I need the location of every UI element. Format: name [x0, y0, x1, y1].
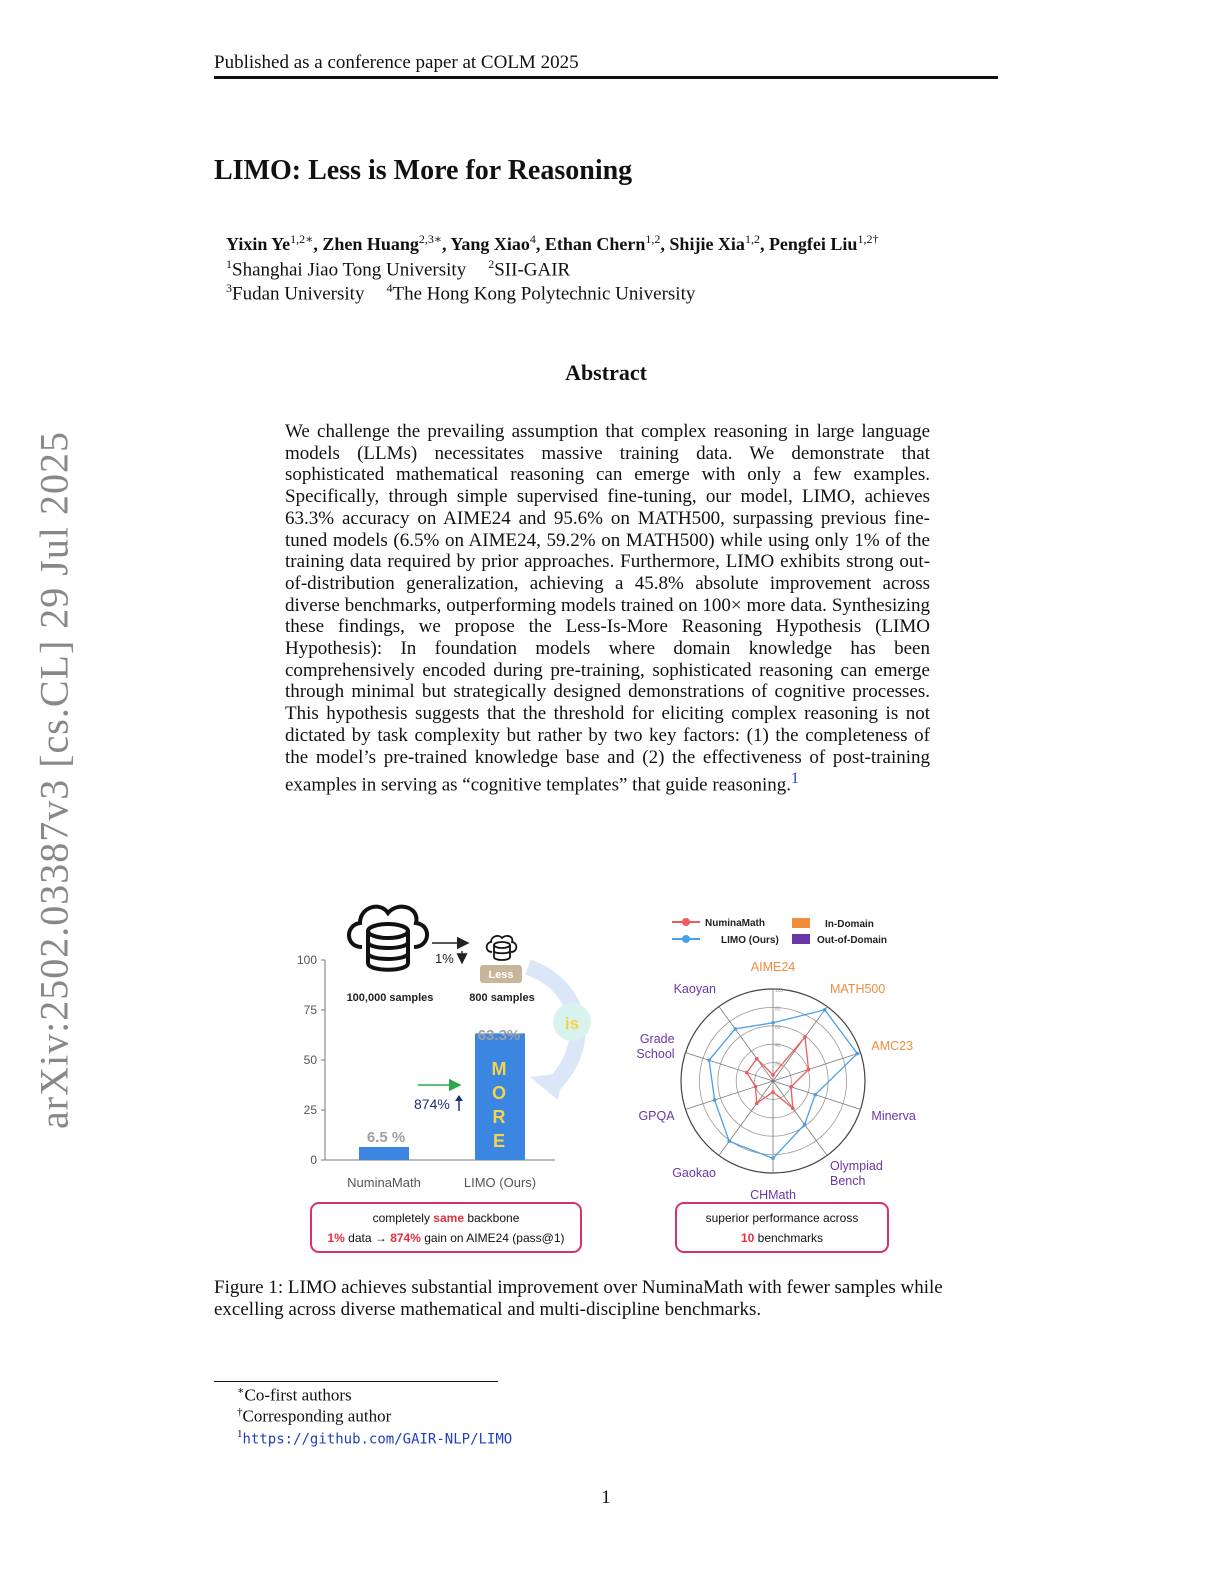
radar-point [733, 1027, 737, 1031]
radar-point [789, 1085, 793, 1089]
radar-axis-label: AMC23 [871, 1038, 914, 1053]
radar-spoke [773, 1081, 827, 1155]
legend-in-domain-swatch [792, 918, 810, 928]
bar-category-label: NuminaMath [347, 1175, 421, 1190]
legend-out-domain-swatch [792, 934, 810, 944]
left-callout-line2: 1% data → 874% gain on AIME24 (pass@1) [327, 1231, 565, 1245]
radar-axis-label: Gaokao [672, 1166, 716, 1181]
radar-point [707, 1058, 711, 1062]
page-number: 1 [601, 1487, 611, 1508]
small-samples-label: 800 samples [469, 992, 535, 1004]
cofirst-mark: ∗ [433, 232, 443, 246]
radar-point [807, 1068, 811, 1072]
right-callout-line2: 10 benchmarks [740, 1231, 824, 1245]
radar-spoke [719, 1081, 773, 1155]
radar-point [813, 1093, 817, 1097]
less-label: Less [488, 969, 514, 981]
radar-spoke [719, 1007, 773, 1081]
y-tick-label: 0 [310, 1153, 317, 1167]
radar-spoke [686, 1053, 773, 1081]
affiliation-polyu: The Hong Kong Polytechnic University [392, 283, 696, 305]
paper-title: LIMO: Less is More for Reasoning [214, 155, 633, 186]
bar-category-label: LIMO (Ours) [463, 1175, 537, 1190]
gain-label: 874% [414, 1096, 450, 1112]
affiliation-line-1: $^1$Shanghai Jiao Tong University $^2$SII-GAIR [226, 257, 571, 281]
radar-ring-label: 100 [775, 988, 784, 994]
up-arrow-head [455, 1095, 463, 1101]
big-samples-label: 100,000 samples [346, 992, 434, 1004]
abstract-body [285, 421, 930, 796]
bar-chart [297, 907, 591, 1252]
radar-point [713, 1098, 717, 1102]
author-name: Zhen Huang [322, 234, 419, 254]
bar [359, 1147, 409, 1160]
radar-point [771, 1090, 775, 1094]
radar-spoke [686, 1081, 773, 1109]
radar-axis-label: Olympiad Bench [830, 1159, 883, 1189]
radar-spoke [773, 1053, 860, 1081]
radar-point [803, 1035, 807, 1039]
figure-caption: Figure 1: LIMO achieves substantial improvement over NuminaMath with fewer samples while excelling across diverse mathematical and multi-discipline benchmarks. [214, 1277, 943, 1320]
radar-point [771, 1073, 775, 1077]
radar-point [727, 1139, 731, 1143]
radar-axis-label: Grade School [636, 1031, 675, 1061]
author-name: Yang Xiao [450, 234, 530, 254]
radar-axis-label: GPQA [638, 1109, 675, 1124]
radar-point [771, 1021, 775, 1025]
abstract-text: We challenge the prevailing assumption that complex reasoning in large language models (LLMs) necessitates massive training data. We demonstrate that sophisticated mathematical reasoning can emerge with only a few examples. Specifically, through simple supervised fine-tuning, our model, LIMO, achieves 63.3% accuracy on AIME24 and 95.6% on MATH500, surpassing previous fine-tuned models (6.5% on AIME24, 59.2% on MATH500) while using only 1% of the training data required by prior approaches. Furthermore, LIMO exhibits strong out-of-distribution generalization, achieving a 45.8% absolute improvement across diverse benchmarks, outperforming models trained on 100× more data. Synthesizing these findings, we propose the Less-Is-More Reasoning Hypothesis (LIMO Hypothesis): In foundation models where domain knowledge has been comprehensively encoded during pre-training, sophisticated reasoning can emerge through minimal but strategically designed demonstrations of cognitive processes. This hypothesis suggests that the threshold for eliciting complex reasoning is not dictated by task complexity but rather by two key factors: (1) the completeness of the model’s pre-trained knowledge base and (2) the effectiveness of post-training examples in serving as “cognitive templates” that guide reasoning. [285, 421, 930, 796]
author-affil-sup: 1,2 [290, 232, 306, 246]
curved-arrow-head [530, 1073, 563, 1100]
affiliation-sii-gair: SII-GAIR [494, 259, 571, 281]
affiliation-line-2: $^3$Fudan University $^4$The Hong Kong Polytechnic University [226, 281, 696, 305]
arxiv-stamp: arXiv:2502.03387v3 [cs.CL] 29 Jul 2025 [31, 431, 77, 1129]
legend-out-domain-label: Out-of-Domain [817, 935, 887, 946]
radar-chart [636, 918, 916, 1252]
affiliation-sjtu: Shanghai Jiao Tong University [232, 259, 467, 281]
bar-value-label: 63.3% [477, 1027, 521, 1044]
radar-point [791, 1107, 795, 1111]
more-letter: E [492, 1131, 506, 1151]
large-database-icon [349, 907, 427, 970]
left-callout-line1: completely same backbone [372, 1211, 520, 1225]
radar-ring-label: 20 [775, 1061, 781, 1068]
radar-axis-label: CHMath [750, 1188, 796, 1202]
author-name: Pengfei Liu [768, 234, 858, 254]
radar-axis-label: Minerva [871, 1109, 916, 1124]
author-affil-sup: 1,2 [744, 232, 760, 246]
ratio-label: 1% [435, 951, 454, 966]
y-tick-label: 100 [296, 953, 317, 967]
running-head: Published as a conference paper at COLM 2025 [214, 52, 579, 73]
radar-point [754, 1085, 758, 1089]
github-link[interactable]: https://github.com/GAIR-NLP/LIMO [242, 1431, 513, 1448]
author-name: Yixin Ye [226, 234, 291, 254]
author-affil-sup: 4 [529, 232, 536, 246]
is-label: is [564, 1014, 580, 1033]
legend-numina-label: NuminaMath [705, 918, 765, 929]
legend-limo-marker [682, 935, 690, 943]
legend-in-domain-label: In-Domain [825, 919, 874, 930]
right-callout-line1: superior performance across [705, 1211, 859, 1225]
small-database-icon [487, 936, 517, 960]
radar-point [745, 1071, 749, 1075]
legend-numina-marker [682, 918, 690, 926]
author-name: Shijie Xia [669, 234, 745, 254]
y-tick-label: 50 [303, 1053, 317, 1067]
author-name: Ethan Chern [544, 234, 646, 254]
footnote-rule [214, 1381, 498, 1382]
radar-point [755, 1102, 759, 1106]
author-list: Yixin $Ye^{1,2∗}$, Zhen Huang$^{2,3∗}$, Yang Xiao$^4$, Ethan Chern$^{1,2}$, Shijie Xia$^{1,2}$, Pengfei Liu$^{1,2\dagger}$ [226, 232, 879, 254]
figure-1 [280, 895, 920, 1265]
more-letter: O [491, 1083, 507, 1103]
radar-point [755, 1057, 759, 1061]
footnote-link[interactable]: 1 [791, 770, 799, 788]
radar-ring-label: 40 [775, 1043, 781, 1050]
radar-axis-label: MATH500 [830, 981, 886, 996]
cofirst-mark: ∗ [305, 232, 314, 246]
footnote-corresponding: †Corresponding author [237, 1406, 392, 1426]
abstract-heading: Abstract [565, 360, 647, 385]
radar-axis-label: AIME24 [750, 960, 796, 974]
y-tick-label: 75 [303, 1003, 317, 1017]
y-tick-label: 25 [303, 1103, 317, 1117]
more-letter: M [491, 1059, 507, 1079]
footnote-github: $^1$https://github.com/GAIR-NLP/LIMO [237, 1428, 513, 1448]
more-letter: R [492, 1107, 506, 1127]
radar-ring-label: 60 [775, 1024, 781, 1031]
radar-axis-label: Kaoyan [673, 981, 716, 996]
header-rule [214, 76, 998, 79]
radar-ring-label: 80 [775, 1006, 781, 1013]
author-affil-sup: 1,2 [645, 232, 661, 246]
radar-point [823, 1008, 827, 1012]
radar-point [771, 1156, 775, 1160]
author-affil-sup: 2,3 [418, 232, 434, 246]
author-affil-sup: 1,2† [857, 232, 879, 246]
legend-limo-label: LIMO (Ours) [721, 935, 779, 946]
radar-point [855, 1052, 859, 1056]
bar-value-label: 6.5 % [366, 1129, 406, 1146]
footnote-cofirst: ∗Co-first authors [237, 1385, 352, 1405]
affiliation-fudan: Fudan University [232, 283, 365, 305]
radar-point [803, 1123, 807, 1127]
